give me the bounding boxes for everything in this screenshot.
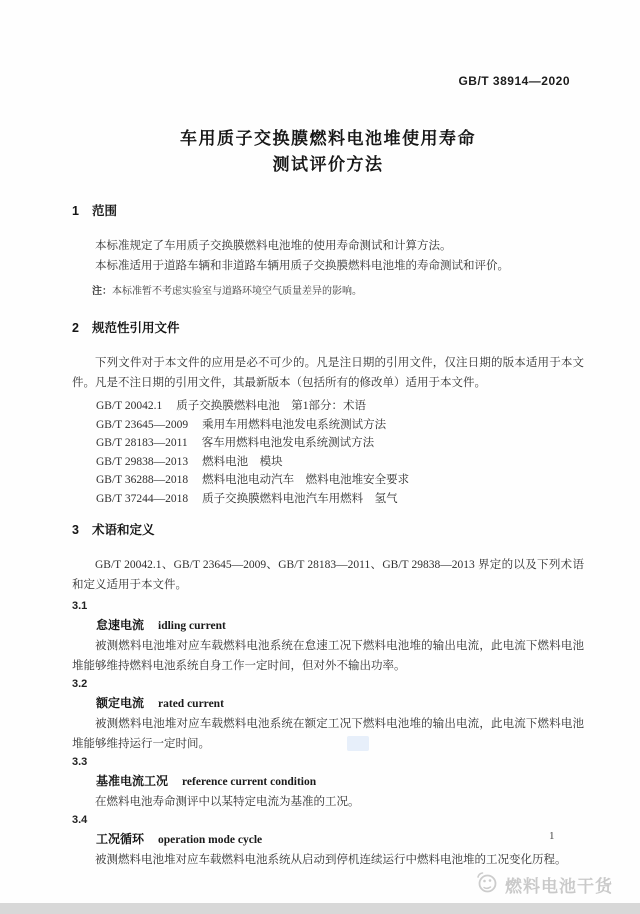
section-1-paragraph: 本标准规定了车用质子交换膜燃料电池堆的使用寿命测试和计算方法。 bbox=[95, 240, 452, 252]
reference-code: GB/T 23645—2009 bbox=[96, 418, 189, 431]
reference-code: GB/T 29838—2013 bbox=[96, 455, 189, 468]
term-name-zh: 额定电流 bbox=[96, 696, 145, 710]
reference-title: 质子交换膜燃料电池汽车用燃料 氢气 bbox=[202, 492, 398, 505]
reference-code: GB/T 37244—2018 bbox=[96, 492, 189, 505]
term-number: 3.4 bbox=[72, 814, 88, 826]
term-name-zh: 怠速电流 bbox=[96, 618, 145, 632]
document-title bbox=[72, 126, 584, 178]
section-2-title: 规范性引用文件 bbox=[91, 321, 180, 335]
section-1-title: 范围 bbox=[91, 204, 117, 218]
term-name-en: rated current bbox=[158, 698, 224, 710]
term-entry bbox=[72, 676, 584, 754]
faint-stamp-watermark bbox=[347, 736, 369, 751]
section-1-heading bbox=[72, 204, 584, 219]
terms-list bbox=[72, 598, 584, 870]
reference-title: 燃料电池 模块 bbox=[202, 455, 283, 468]
section-2-number: 2 bbox=[72, 321, 79, 335]
note-text: 本标准暂不考虑实验室与道路环境空气质量差异的影响。 bbox=[112, 286, 362, 297]
term-number: 3.1 bbox=[72, 600, 88, 612]
bottom-gray-bar bbox=[0, 903, 640, 914]
section-3-number: 3 bbox=[72, 523, 79, 537]
term-definition: 被测燃料电池堆对应车载燃料电池系统从启动到停机连续运行中燃料电池堆的工况变化历程。 bbox=[95, 854, 567, 866]
section-1-note bbox=[72, 284, 584, 299]
term-heading bbox=[72, 693, 584, 714]
reference-item bbox=[96, 471, 584, 490]
reference-title: 客车用燃料电池发电系统测试方法 bbox=[201, 437, 375, 449]
reference-item bbox=[96, 434, 584, 453]
page-number: 1 bbox=[549, 830, 555, 842]
reference-title: 乘用车用燃料电池发电系统测试方法 bbox=[202, 418, 387, 431]
term-heading bbox=[72, 615, 584, 636]
section-3-paragraph: GB/T 20042.1、GB/T 23645—2009、GB/T 28183—2011、GB/T 29838—2013 界定的以及下列术语和定义适用于本文件。 bbox=[72, 559, 584, 591]
term-heading bbox=[72, 771, 584, 792]
reference-title: 质子交换膜燃料电池 第1部分：术语 bbox=[176, 400, 366, 412]
section-1-number: 1 bbox=[72, 204, 79, 218]
reference-item bbox=[96, 416, 584, 435]
term-name-zh: 工况循环 bbox=[96, 832, 145, 846]
term-heading bbox=[72, 829, 584, 850]
term-number: 3.3 bbox=[72, 756, 88, 768]
section-2-heading bbox=[72, 321, 584, 336]
section-2-paragraph: 下列文件对于本文件的应用是必不可少的。凡是注日期的引用文件，仅注日期的版本适用于本文件。凡是不注日期的引用文件，其最新版本（包括所有的修改单）适用于本文件。 bbox=[72, 357, 584, 389]
watermark-logo-icon bbox=[474, 869, 500, 900]
term-definition: 被测燃料电池堆对应车载燃料电池系统在额定工况下燃料电池堆的输出电流，此电流下燃料电池堆能够维持运行一定时间。 bbox=[72, 718, 584, 750]
reference-code: GB/T 20042.1 bbox=[96, 400, 163, 412]
normative-references-list bbox=[72, 397, 584, 508]
header bbox=[72, 0, 584, 90]
term-entry bbox=[72, 812, 584, 870]
term-definition: 被测燃料电池堆对应车载燃料电池系统在怠速工况下燃料电池堆的输出电流，此电流下燃料电池堆能够维持燃料电池系统自身工作一定时间，但对外不输出功率。 bbox=[72, 640, 584, 672]
reference-item bbox=[96, 490, 584, 509]
reference-item bbox=[96, 397, 584, 416]
footer-watermark-text: 燃料电池干货 bbox=[505, 877, 613, 896]
note-label: 注： bbox=[92, 286, 112, 297]
term-definition: 在燃料电池寿命测评中以某特定电流为基准的工况。 bbox=[95, 796, 360, 808]
term-name-en: operation mode cycle bbox=[158, 834, 263, 846]
document-title-line2: 测试评价方法 bbox=[272, 155, 384, 174]
section-3-heading bbox=[72, 523, 584, 538]
reference-code: GB/T 36288—2018 bbox=[96, 474, 189, 486]
reference-code: GB/T 28183—2011 bbox=[96, 437, 188, 449]
standard-code: GB/T 38914—2020 bbox=[458, 74, 570, 88]
section-1-paragraph: 本标准适用于道路车辆和非道路车辆用质子交换膜燃料电池堆的寿命测试和评价。 bbox=[95, 260, 509, 272]
term-number: 3.2 bbox=[72, 678, 88, 690]
term-entry bbox=[72, 598, 584, 676]
term-name-en: reference current condition bbox=[182, 776, 317, 788]
document-title-line1: 车用质子交换膜燃料电池堆使用寿命 bbox=[180, 129, 476, 148]
term-name-en: idling current bbox=[158, 620, 226, 632]
section-3-title: 术语和定义 bbox=[91, 523, 155, 537]
reference-item bbox=[96, 453, 584, 472]
footer-watermark bbox=[474, 869, 613, 900]
reference-title: 燃料电池电动汽车 燃料电池堆安全要求 bbox=[202, 474, 410, 486]
term-entry bbox=[72, 754, 584, 812]
term-name-zh: 基准电流工况 bbox=[96, 774, 169, 788]
